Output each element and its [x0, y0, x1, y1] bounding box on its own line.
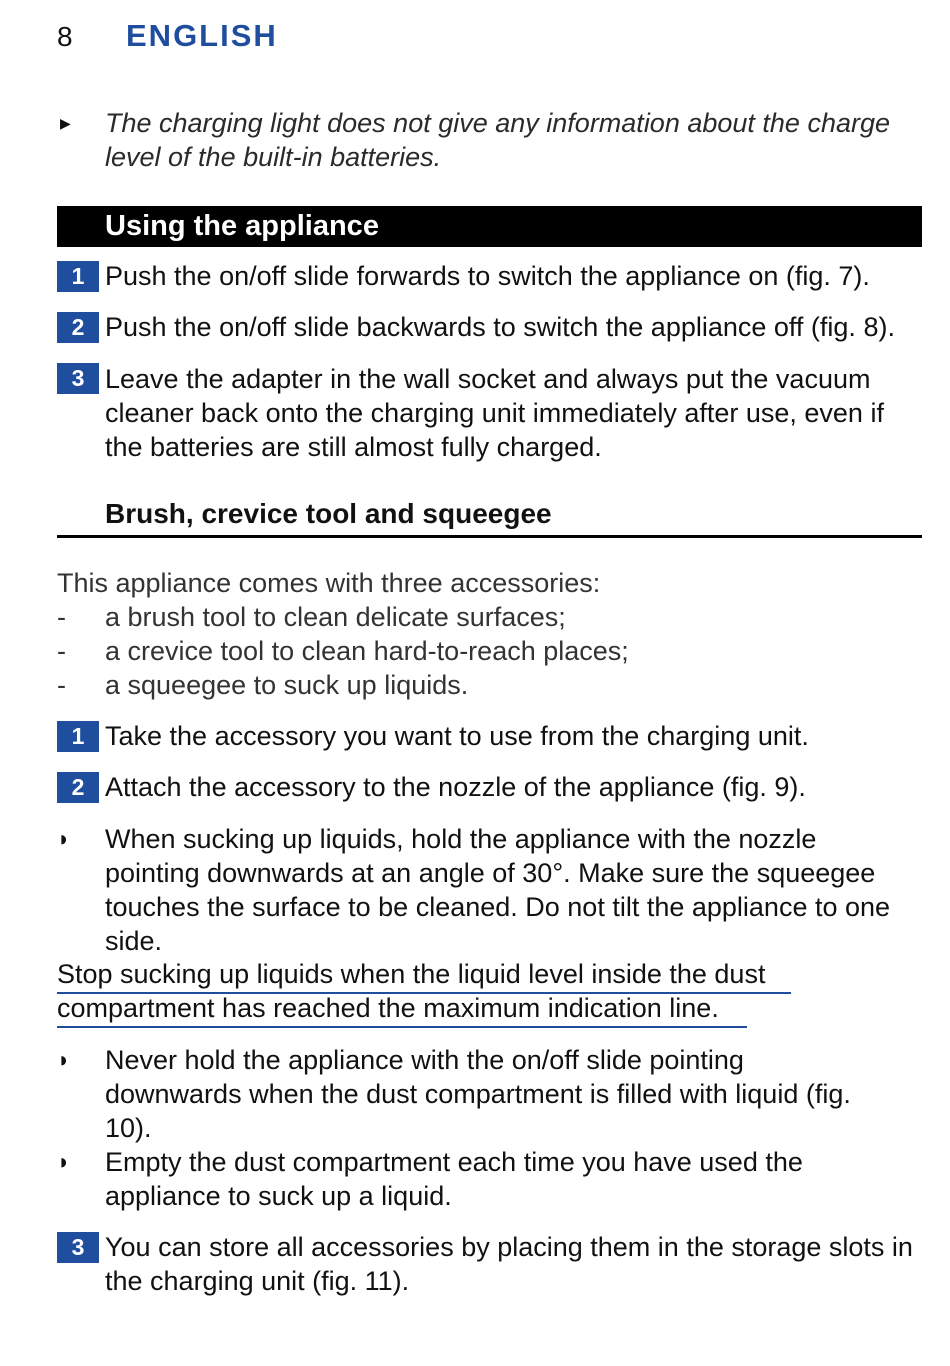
step-number: 2 [57, 772, 99, 803]
dash-marker: - [57, 636, 66, 666]
step-text: Take the accessory you want to use from the charging unit. [105, 721, 809, 751]
step-text: Push the on/off slide forwards to switch the appliance on (fig. 7). [105, 261, 870, 291]
note-text: The charging light does not give any information about the charge level of the built-in batteries. [105, 108, 891, 172]
step-text: Push the on/off slide backwards to switch the appliance off (fig. 8). [105, 312, 895, 342]
step-number: 2 [57, 312, 99, 343]
half-circle-bullet-icon: ◗ [57, 826, 71, 851]
step-number: 1 [57, 261, 99, 292]
tip-text: Empty the dust compartment each time you have used the appliance to suck up a liquid. [105, 1147, 803, 1211]
step-text: Leave the adapter in the wall socket and always put the vacuum cleaner back onto the charging unit immediately after use, even if the batteries are still almost fully charged. [105, 364, 884, 462]
step-text: You can store all accessories by placing them in the storage slots in the charging unit (fig. 11). [105, 1232, 913, 1296]
triangle-right-icon: ▶ [60, 115, 71, 131]
page-number: 8 [57, 21, 73, 52]
section-title: Using the appliance [105, 210, 379, 242]
half-circle-bullet-icon: ◗ [57, 1149, 71, 1174]
step-number: 1 [57, 721, 99, 752]
warning-text-line: compartment has reached the maximum indication line. [57, 993, 719, 1023]
list-item: a brush tool to clean delicate surfaces; [105, 602, 566, 632]
half-circle-bullet-icon: ◗ [57, 1047, 71, 1072]
dash-marker: - [57, 670, 66, 700]
warning-underline [57, 1026, 747, 1028]
section-title: Brush, crevice tool and squeegee [105, 498, 552, 529]
accessories-intro: This appliance comes with three accessories: [57, 568, 601, 598]
section-header-using [57, 206, 922, 247]
tip-text: Never hold the appliance with the on/off slide pointing downwards when the dust compartment is filled with liquid (fig. 10). [105, 1045, 851, 1143]
language-title: ENGLISH [126, 18, 278, 53]
list-item: a crevice tool to clean hard-to-reach places; [105, 636, 629, 666]
tip-text: When sucking up liquids, hold the appliance with the nozzle pointing downwards at an angle of 30°. Make sure the squeegee touches the surface to be cleaned. Do not tilt the appliance to one side. [105, 824, 891, 956]
step-text: Attach the accessory to the nozzle of the appliance (fig. 9). [105, 772, 806, 802]
dash-marker: - [57, 602, 66, 632]
section-divider [57, 535, 922, 538]
step-number: 3 [57, 1232, 99, 1263]
list-item: a squeegee to suck up liquids. [105, 670, 469, 700]
warning-text-line: Stop sucking up liquids when the liquid level inside the dust [57, 959, 766, 989]
step-number: 3 [57, 363, 99, 394]
